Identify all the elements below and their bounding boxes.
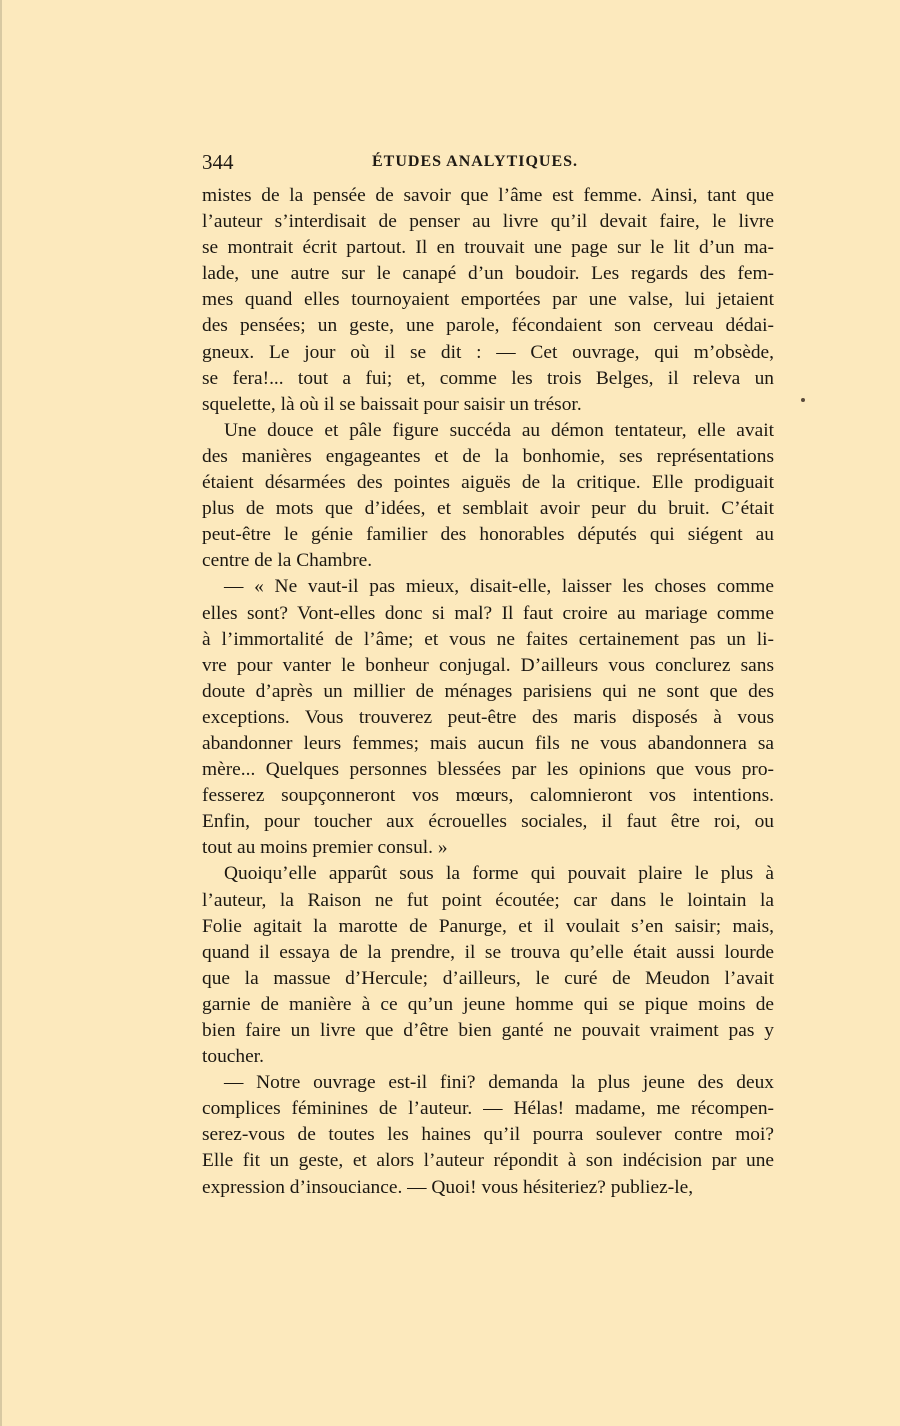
text-line: mistes de la pensée de savoir que l’âme est femme. Ainsi, tant que — [202, 185, 774, 206]
text-line: elles sont? Vont-elles donc si mal? Il faut croire au mariage comme — [202, 602, 774, 624]
text-line: quand il essaya de la prendre, il se trouva qu’elle était aussi lourde — [202, 941, 774, 963]
text-line: exceptions. Vous trouverez peut-être des maris disposés à vous — [202, 706, 774, 728]
text-line: Elle fit un geste, et alors l’auteur répondit à son indécision par une — [202, 1150, 774, 1172]
text-line: Quoiqu’elle apparût sous la forme qui pouvait plaire le plus à — [224, 863, 774, 885]
text-line: à l’immortalité de l’âme; et vous ne faites certainement pas un li- — [202, 628, 774, 650]
text-line: centre de la Chambre. — [202, 550, 373, 572]
text-line: se fera!... tout a fui; et, comme les trois Belges, il releva un — [202, 367, 774, 389]
paper-speck — [801, 398, 805, 402]
text-line: doute d’après un millier de ménages parisiens qui ne sont que des — [202, 680, 774, 702]
text-line: peut-être le génie familier des honorables députés qui siégent au — [202, 524, 774, 546]
text-line: garnie de manière à ce qu’un jeune homme qui se pique moins de — [202, 993, 774, 1015]
text-line: mère... Quelques personnes blessées par les opinions que vous pro- — [202, 759, 774, 781]
text-line: serez-vous de toutes les haines qu’il pourra soulever contre moi? — [202, 1124, 774, 1146]
paragraph — [202, 861, 774, 1070]
text-line: — « Ne vaut-il pas mieux, disait-elle, laisser les choses comme — [224, 576, 774, 598]
page-number: 344 — [202, 150, 234, 174]
text-line: vre pour vanter le bonheur conjugal. D’ailleurs vous conclurez sans — [202, 654, 774, 676]
paragraph — [202, 1070, 774, 1200]
text-line: squelette, là où il se baissait pour saisir un trésor. — [202, 393, 582, 415]
text-line: plus de mots que d’idées, et semblait avoir peur du bruit. C’était — [202, 498, 774, 520]
text-line: fesserez soupçonneront vos mœurs, calomnieront vos intentions. — [202, 785, 774, 807]
text-line: gneux. Le jour où il se dit : — Cet ouvrage, qui m’obsède, — [202, 341, 774, 363]
text-line: complices féminines de l’auteur. — Hélas! madame, me récompen- — [202, 1098, 774, 1120]
text-line: étaient désarmées des pointes aiguës de la critique. Elle prodiguait — [202, 472, 774, 494]
text-line: mes quand elles tournoyaient emportées par une valse, lui jetaient — [202, 289, 774, 311]
paragraph — [202, 418, 774, 575]
text-line: des manières engageantes et de la bonhomie, ses représentations — [202, 445, 774, 467]
paragraph — [202, 183, 774, 418]
text-line: Une douce et pâle figure succéda au démon tentateur, elle avait — [224, 419, 774, 441]
text-line: Enfin, pour toucher aux écrouelles sociales, il faut être roi, ou — [202, 811, 774, 833]
text-line: se montrait écrit partout. Il en trouvait une page sur le lit d’un ma- — [202, 237, 774, 259]
paragraph — [202, 574, 774, 861]
text-line: l’auteur, la Raison ne fut point écoutée; car dans le lointain la — [202, 889, 774, 911]
text-line: toucher. — [202, 1046, 264, 1068]
text-line: Folie agitait la marotte de Panurge, et il voulait s’en saisir; mais, — [202, 915, 774, 937]
running-head — [202, 150, 774, 174]
text-line: l’auteur s’interdisait de penser au livre qu’il devait faire, le livre — [202, 211, 774, 233]
text-line: des pensées; un geste, une parole, fécondaient son cerveau dédai- — [202, 315, 774, 337]
text-line: que la massue d’Hercule; d’ailleurs, le curé de Meudon l’avait — [202, 967, 774, 989]
body-text — [202, 183, 774, 1201]
text-line: abandonner leurs femmes; mais aucun fils ne vous abandonnera sa — [202, 732, 774, 754]
text-line: tout au moins premier consul. » — [202, 837, 448, 859]
text-line: — Notre ouvrage est-il fini? demanda la plus jeune des deux — [224, 1072, 774, 1094]
running-title: ÉTUDES ANALYTIQUES. — [372, 153, 579, 170]
text-line: lade, une autre sur le canapé d’un boudoir. Les regards des fem- — [202, 263, 774, 285]
text-line: bien faire un livre que d’être bien ganté ne pouvait vraiment pas y — [202, 1020, 774, 1041]
text-line: expression d’insouciance. — Quoi! vous hésiteriez? publiez-le, — [202, 1176, 694, 1198]
